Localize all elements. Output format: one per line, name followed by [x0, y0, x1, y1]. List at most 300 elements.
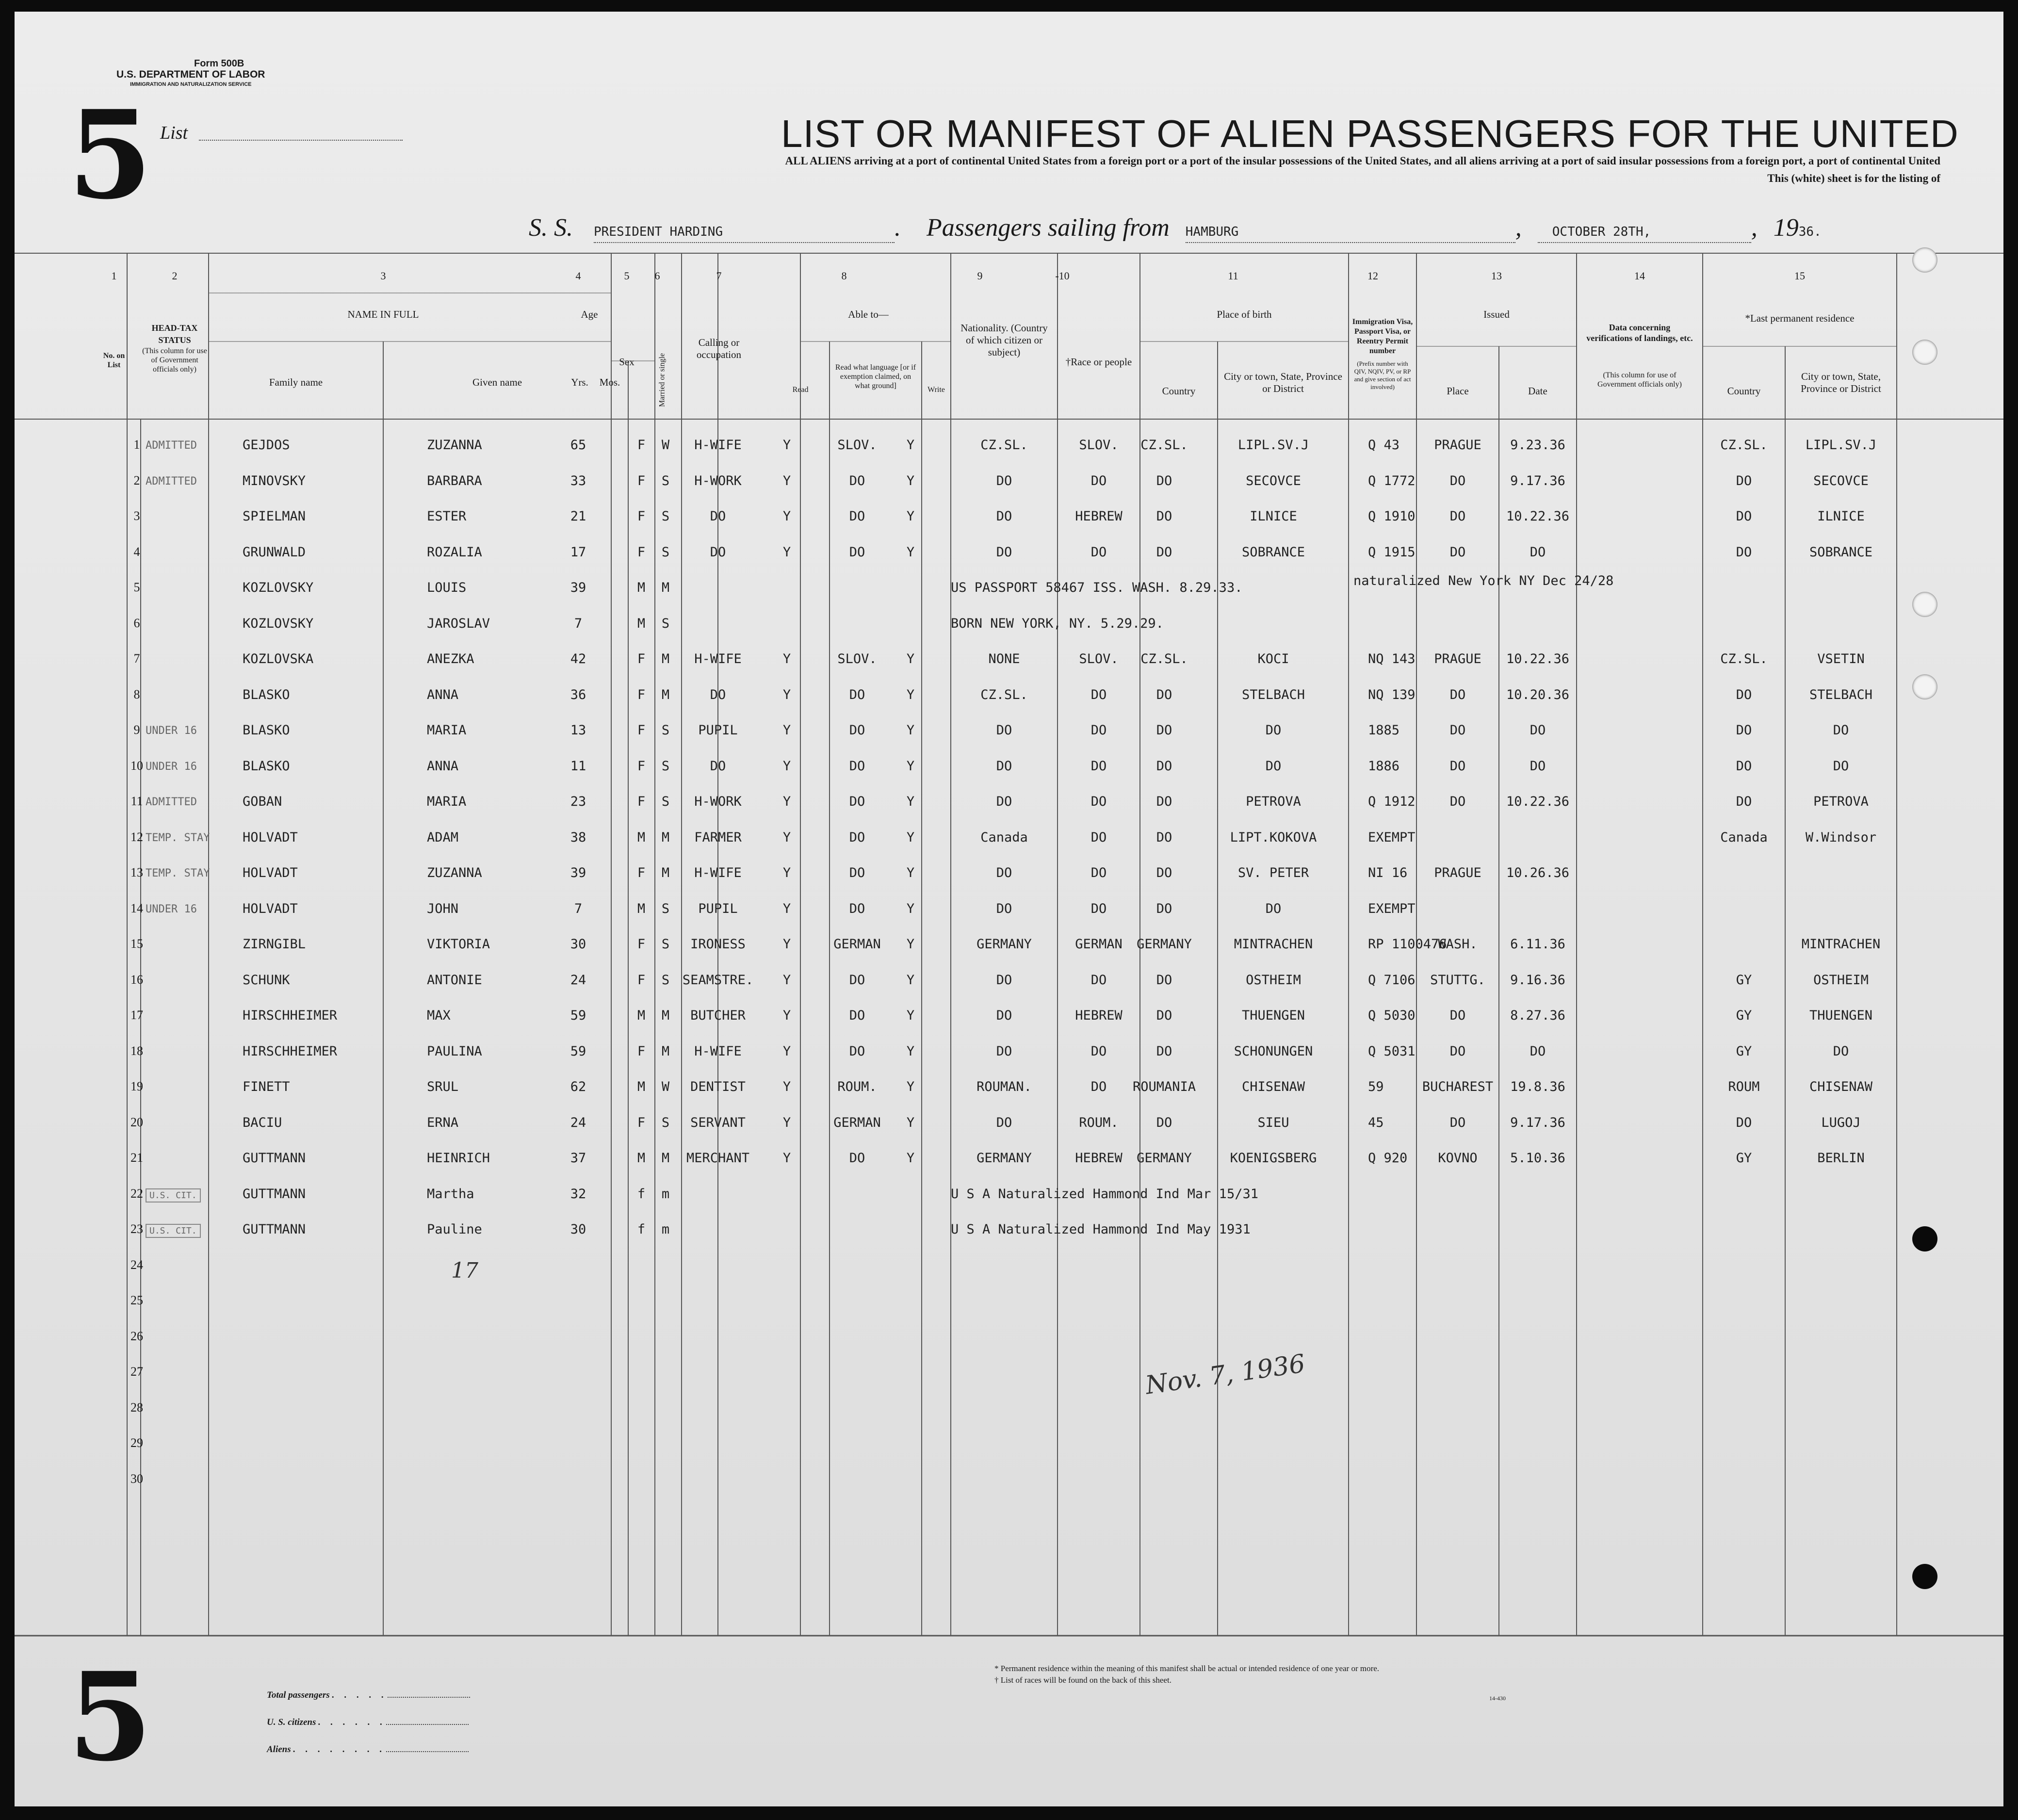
birth-country: ROUMANIA — [1132, 1079, 1196, 1094]
form-code: 14-430 — [1489, 1695, 1506, 1702]
can-write: Y — [906, 1008, 915, 1023]
issue-date: 19.8.36 — [1510, 1079, 1565, 1094]
nationality: GERMANY — [976, 937, 1032, 952]
col-num-3: 3 — [380, 270, 386, 282]
issue-date: 9.23.36 — [1510, 438, 1565, 453]
punch-hole — [1912, 592, 1937, 617]
race: DO — [1090, 473, 1107, 488]
issue-date: DO — [1530, 723, 1546, 738]
head-tax-status: UNDER 16 — [146, 903, 197, 915]
occupation: H-WIFE — [694, 1043, 742, 1059]
family-name: GUTTMANN — [243, 1186, 306, 1202]
marital-status: S — [661, 1115, 670, 1130]
birth-city: SIEU — [1257, 1115, 1289, 1130]
sex: M — [637, 1008, 646, 1023]
can-write: Y — [906, 1151, 915, 1166]
family-name: BACIU — [243, 1115, 282, 1130]
read-language: DO — [849, 901, 865, 916]
visa-number: NQ 143 — [1368, 651, 1416, 666]
read-language: DO — [849, 1008, 865, 1023]
col-num-15: 15 — [1794, 270, 1805, 282]
family-name: HIRSCHHEIMER — [243, 1008, 338, 1023]
given-name: ZUZANNA — [427, 438, 482, 453]
punch-hole — [1912, 340, 1937, 365]
hdr-birth-country: Country — [1162, 385, 1196, 397]
sex: F — [637, 509, 646, 524]
issue-place: DO — [1449, 509, 1466, 524]
birth-country: DO — [1156, 473, 1172, 488]
head-tax-status: U.S. CIT. — [146, 1224, 201, 1238]
footnote-races: † List of races will be found on the back of this sheet. — [994, 1675, 1172, 1685]
age-years: 32 — [570, 1186, 586, 1202]
visa-number: EXEMPT — [1368, 901, 1416, 916]
marital-status: S — [661, 616, 670, 631]
can-read: Y — [782, 438, 791, 453]
given-name: VIKTORIA — [427, 937, 490, 952]
row-remark: US PASSPORT 58467 ISS. WASH. 8.29.33. — [951, 580, 1243, 595]
occupation: H-WIFE — [694, 865, 742, 880]
punch-hole — [1912, 1564, 1937, 1589]
sex: F — [637, 865, 646, 880]
list-blank-line — [199, 140, 403, 141]
row-remark: U S A Naturalized Hammond Ind May 1931 — [951, 1222, 1251, 1237]
hdr-issue-place: Place — [1447, 385, 1469, 397]
row-number: 10 — [130, 758, 143, 773]
marital-status: m — [661, 1186, 670, 1202]
hdr-last-residence: *Last permanent residence — [1745, 312, 1855, 324]
can-read: Y — [782, 829, 791, 845]
row-number: 21 — [130, 1151, 143, 1165]
residence-city: OSTHEIM — [1813, 972, 1869, 988]
issue-date: 10.22.36 — [1506, 509, 1570, 524]
hdr-birth-city: City or town, State, Province or District — [1224, 371, 1342, 394]
read-language: DO — [849, 972, 865, 988]
sex: M — [637, 580, 646, 595]
occupation: H-WORK — [694, 794, 742, 809]
residence-city: PETROVA — [1813, 794, 1869, 809]
can-write: Y — [906, 651, 915, 666]
hdr-able-to: Able to— — [848, 309, 889, 320]
issue-place: PRAGUE — [1434, 651, 1481, 666]
can-read: Y — [782, 1079, 791, 1094]
residence-city: LUGOJ — [1821, 1115, 1861, 1130]
nationality: DO — [996, 972, 1012, 988]
read-language: DO — [849, 1151, 865, 1166]
row-number: 9 — [133, 723, 140, 737]
race: HEBREW — [1075, 1151, 1123, 1166]
family-name: KOZLOVSKA — [243, 651, 314, 666]
occupation: SEAMSTRE. — [682, 972, 754, 988]
hdr-write: Write — [928, 386, 945, 394]
issue-place: DO — [1449, 794, 1466, 809]
birth-country: DO — [1156, 901, 1172, 916]
age-years: 21 — [570, 509, 586, 524]
age-years: 39 — [570, 865, 586, 880]
race: DO — [1090, 794, 1107, 809]
birth-city: ILNICE — [1250, 509, 1297, 524]
head-tax-status: TEMP. STAY — [146, 831, 210, 844]
can-write: Y — [906, 865, 915, 880]
given-name: ZUZANNA — [427, 865, 482, 880]
row-number: 6 — [133, 616, 140, 630]
birth-country: DO — [1156, 794, 1172, 809]
given-name: SRUL — [427, 1079, 459, 1094]
race: DO — [1090, 901, 1107, 916]
can-read: Y — [782, 1115, 791, 1130]
given-name: ESTER — [427, 509, 467, 524]
row-number: 18 — [130, 1043, 143, 1058]
race: ROUM. — [1079, 1115, 1119, 1130]
read-language: GERMAN — [833, 937, 881, 952]
read-language: DO — [849, 544, 865, 560]
visa-number: Q 43 — [1368, 438, 1400, 453]
family-name: MINOVSKY — [243, 473, 306, 488]
hdr-name-in-full: NAME IN FULL — [347, 309, 419, 320]
visa-number: Q 920 — [1368, 1151, 1408, 1166]
punch-hole — [1912, 247, 1937, 273]
race: DO — [1090, 972, 1107, 988]
age-years: 42 — [570, 651, 586, 666]
birth-country: DO — [1156, 865, 1172, 880]
hdr-calling: Calling or occupation — [696, 337, 742, 360]
residence-city: THUENGEN — [1809, 1008, 1873, 1023]
visa-number: Q 7106 — [1368, 972, 1416, 988]
row-number: 15 — [130, 937, 143, 951]
can-read: Y — [782, 509, 791, 524]
family-name: BLASKO — [243, 723, 290, 738]
birth-country: DO — [1156, 509, 1172, 524]
birth-city: SV. PETER — [1237, 865, 1309, 880]
can-read: Y — [782, 1008, 791, 1023]
can-write: Y — [906, 509, 915, 524]
hdr-head-tax-note: (This column for use of Government officials only) — [142, 347, 207, 374]
race: GERMAN — [1075, 937, 1123, 952]
issue-place: DO — [1449, 473, 1466, 488]
visa-number: NQ 139 — [1368, 687, 1416, 702]
row-number: 13 — [130, 865, 143, 879]
occupation: DO — [710, 509, 726, 524]
row-number: 22 — [130, 1186, 143, 1201]
given-name: Pauline — [427, 1222, 482, 1237]
col-num-5: 5 — [624, 270, 630, 282]
head-tax-status: UNDER 16 — [146, 725, 197, 737]
family-name: BLASKO — [243, 758, 290, 774]
race: DO — [1090, 723, 1107, 738]
can-write: Y — [906, 1043, 915, 1059]
given-name: JAROSLAV — [427, 616, 490, 631]
occupation: PUPIL — [698, 723, 738, 738]
can-write: Y — [906, 829, 915, 845]
birth-city: STELBACH — [1241, 687, 1305, 702]
nationality: NONE — [988, 651, 1020, 666]
residence-city: DO — [1833, 758, 1849, 774]
row-number: 12 — [130, 829, 143, 844]
punch-hole — [1912, 1226, 1937, 1251]
can-read: Y — [782, 651, 791, 666]
marital-status: S — [661, 901, 670, 916]
birth-country: DO — [1156, 1115, 1172, 1130]
can-read: Y — [782, 937, 791, 952]
can-read: Y — [782, 544, 791, 560]
given-name: Martha — [427, 1186, 474, 1202]
hdr-head-tax: HEAD-TAX STATUS — [151, 323, 198, 345]
residence-country: GY — [1736, 1043, 1752, 1059]
row-remark-secondary: naturalized New York NY Dec 24/28 — [1353, 573, 1614, 588]
age-years: 11 — [570, 758, 586, 774]
residence-country: DO — [1736, 794, 1752, 809]
age-years: 30 — [570, 937, 586, 952]
age-years: 23 — [570, 794, 586, 809]
row-number: 28 — [130, 1400, 143, 1414]
hdr-read: Read — [792, 386, 809, 394]
row-number: 14 — [130, 901, 143, 915]
sex: f — [637, 1186, 646, 1202]
residence-country: DO — [1736, 687, 1752, 702]
birth-country: CZ.SL. — [1140, 651, 1188, 666]
marital-status: W — [661, 438, 670, 453]
age-years: 13 — [570, 723, 586, 738]
given-name: ROZALIA — [427, 544, 482, 560]
can-write: Y — [906, 937, 915, 952]
birth-country: DO — [1156, 1043, 1172, 1059]
row-number: 30 — [130, 1471, 143, 1486]
can-write: Y — [906, 687, 915, 702]
sex: M — [637, 829, 646, 845]
birth-city: DO — [1265, 758, 1282, 774]
family-name: HOLVADT — [243, 829, 298, 845]
nationality: GERMANY — [976, 1151, 1032, 1166]
race: HEBREW — [1075, 509, 1123, 524]
col-num-7: 7 — [716, 270, 722, 282]
list-label: List — [160, 123, 188, 143]
ship-line: S. S. PRESIDENT HARDING . Passengers sailing from HAMBURG , OCTOBER 28TH, , 1936. — [529, 213, 1822, 243]
col-num-14: 14 — [1634, 270, 1645, 282]
marital-status: S — [661, 723, 670, 738]
row-number: 24 — [130, 1257, 143, 1272]
residence-city: CHISENAW — [1809, 1079, 1873, 1094]
occupation: PUPIL — [698, 901, 738, 916]
residence-city: VSETIN — [1817, 651, 1865, 666]
given-name: MARIA — [427, 723, 467, 738]
family-name: HOLVADT — [243, 865, 298, 880]
marital-status: S — [661, 473, 670, 488]
occupation: DO — [710, 687, 726, 702]
issue-place: DO — [1449, 1115, 1466, 1130]
residence-city: BERLIN — [1817, 1151, 1865, 1166]
family-name: GUTTMANN — [243, 1151, 306, 1166]
row-number: 19 — [130, 1079, 143, 1093]
occupation: FARMER — [694, 829, 742, 845]
row-number: 11 — [130, 794, 143, 808]
family-name: KOZLOVSKY — [243, 580, 314, 595]
issue-date: DO — [1530, 758, 1546, 774]
head-tax-status: UNDER 16 — [146, 760, 197, 773]
sailing-date: OCTOBER 28TH, — [1552, 225, 1651, 239]
race: SLOV. — [1079, 438, 1119, 453]
read-language: SLOV. — [837, 651, 877, 666]
manifest-sheet — [15, 12, 2003, 1806]
hdr-landings-note: (This column for use of Government officials only) — [1597, 371, 1682, 389]
visa-number: 1885 — [1368, 723, 1400, 738]
sex: F — [637, 937, 646, 952]
can-read: Y — [782, 1151, 791, 1166]
marital-status: S — [661, 937, 670, 952]
given-name: BARBARA — [427, 473, 482, 488]
given-name: PAULINA — [427, 1043, 482, 1059]
sex: M — [637, 901, 646, 916]
race: DO — [1090, 758, 1107, 774]
can-read: Y — [782, 794, 791, 809]
nationality: DO — [996, 509, 1012, 524]
hdr-res-country: Country — [1727, 385, 1761, 397]
passenger-count-note: 17 — [451, 1258, 478, 1283]
punch-hole — [1912, 674, 1937, 699]
hdr-age: Age — [581, 309, 598, 320]
head-tax-status: ADMITTED — [146, 475, 197, 488]
age-years: 36 — [570, 687, 586, 702]
can-write: Y — [906, 1115, 915, 1130]
row-number: 27 — [130, 1365, 143, 1379]
read-language: DO — [849, 865, 865, 880]
visa-number: Q 1910 — [1368, 509, 1416, 524]
can-read: Y — [782, 758, 791, 774]
col-num-12: 12 — [1367, 270, 1378, 282]
issue-place: DO — [1449, 687, 1466, 702]
race: DO — [1090, 1043, 1107, 1059]
age-years: 7 — [574, 616, 583, 631]
birth-city: LIPL.SV.J — [1237, 438, 1309, 453]
residence-country: ROUM — [1728, 1079, 1760, 1094]
can-write: Y — [906, 473, 915, 488]
marital-status: S — [661, 544, 670, 560]
visa-number: RP 1100476 — [1368, 937, 1447, 952]
row-remark: BORN NEW YORK, NY. 5.29.29. — [951, 616, 1164, 631]
nationality: DO — [996, 723, 1012, 738]
col-num-9: 9 — [977, 270, 983, 282]
residence-country: DO — [1736, 723, 1752, 738]
footer-sheet-number: 5 — [68, 1645, 152, 1788]
family-name: BLASKO — [243, 687, 290, 702]
residence-country: DO — [1736, 758, 1752, 774]
hdr-visa: Immigration Visa, Passport Visa, or Reentry Permit number — [1352, 318, 1413, 355]
race: DO — [1090, 544, 1107, 560]
row-number: 2 — [133, 473, 140, 488]
can-write: Y — [906, 794, 915, 809]
col-num-1: 1 — [111, 270, 117, 282]
can-read: Y — [782, 473, 791, 488]
age-years: 38 — [570, 829, 586, 845]
family-name: GOBAN — [243, 794, 282, 809]
hdr-visa-note: (Prefix number with QIV, NQIV, PV, or RP and give section of act involved) — [1354, 360, 1411, 390]
issue-date: 10.26.36 — [1506, 865, 1570, 880]
marital-status: M — [661, 829, 670, 845]
given-name: MAX — [427, 1008, 451, 1023]
birth-city: SCHONUNGEN — [1234, 1043, 1313, 1059]
residence-country: CZ.SL. — [1720, 438, 1768, 453]
marital-status: M — [661, 687, 670, 702]
marital-status: S — [661, 794, 670, 809]
visa-number: Q 1912 — [1368, 794, 1416, 809]
year-suffix: 36. — [1798, 225, 1822, 239]
row-number: 5 — [133, 580, 140, 594]
birth-city: THUENGEN — [1241, 1008, 1305, 1023]
issue-date: 8.27.36 — [1510, 1008, 1565, 1023]
race: HEBREW — [1075, 1008, 1123, 1023]
residence-country: DO — [1736, 1115, 1752, 1130]
marital-status: S — [661, 758, 670, 774]
sex: F — [637, 687, 646, 702]
occupation: DO — [710, 544, 726, 560]
year-prefix: 19 — [1773, 214, 1799, 242]
birth-city: KOENIGSBERG — [1230, 1151, 1317, 1166]
birth-city: SECOVCE — [1246, 473, 1301, 488]
can-read: Y — [782, 723, 791, 738]
nationality: Canada — [980, 829, 1028, 845]
row-remark: U S A Naturalized Hammond Ind Mar 15/31 — [951, 1186, 1258, 1202]
issue-date: 10.22.36 — [1506, 651, 1570, 666]
sex: F — [637, 794, 646, 809]
family-name: SPIELMAN — [243, 509, 306, 524]
given-name: HEINRICH — [427, 1151, 490, 1166]
marital-status: M — [661, 580, 670, 595]
issue-place: PRAGUE — [1434, 438, 1481, 453]
sex: M — [637, 1079, 646, 1094]
age-years: 37 — [570, 1151, 586, 1166]
birth-city: CHISENAW — [1241, 1079, 1305, 1094]
family-name: ZIRNGIBL — [243, 937, 306, 952]
read-language: DO — [849, 723, 865, 738]
row-number: 3 — [133, 509, 140, 523]
read-language: ROUM. — [837, 1079, 877, 1094]
family-name: GRUNWALD — [243, 544, 306, 560]
birth-country: DO — [1156, 1008, 1172, 1023]
age-years: 24 — [570, 1115, 586, 1130]
row-number: 25 — [130, 1293, 143, 1307]
residence-city: MINTRACHEN — [1801, 937, 1881, 952]
given-name: MARIA — [427, 794, 467, 809]
issue-date: 9.16.36 — [1510, 972, 1565, 988]
given-name: JOHN — [427, 901, 459, 916]
given-name: LOUIS — [427, 580, 467, 595]
ship-name: PRESIDENT HARDING — [594, 225, 723, 239]
aliens-label: Aliens . . . . . . . . — [267, 1744, 469, 1755]
sheet-number: 5 — [68, 83, 152, 226]
nationality: ROUMAN. — [976, 1079, 1032, 1094]
marital-status: M — [661, 651, 670, 666]
sex: M — [637, 616, 646, 631]
row-number: 4 — [133, 544, 140, 559]
given-name: ANTONIE — [427, 972, 482, 988]
issue-date: 10.20.36 — [1506, 687, 1570, 702]
nationality: CZ.SL. — [980, 687, 1028, 702]
hdr-landings: Data concerning verifications of landings, etc. — [1586, 323, 1693, 343]
issue-date: DO — [1530, 544, 1546, 560]
age-years: 30 — [570, 1222, 586, 1237]
hdr-married: Married or single — [658, 353, 667, 407]
birth-city: OSTHEIM — [1246, 972, 1301, 988]
visa-number: Q 5031 — [1368, 1043, 1416, 1059]
sex: F — [637, 651, 646, 666]
head-tax-status: TEMP. STAY — [146, 867, 210, 879]
issue-place: DO — [1449, 1008, 1466, 1023]
row-number: 26 — [130, 1329, 143, 1343]
sex: F — [637, 1115, 646, 1130]
nationality: DO — [996, 758, 1012, 774]
residence-city: LIPL.SV.J — [1805, 438, 1877, 453]
race: SLOV. — [1079, 651, 1119, 666]
birth-city: LIPT.KOKOVA — [1230, 829, 1317, 845]
sex: F — [637, 758, 646, 774]
